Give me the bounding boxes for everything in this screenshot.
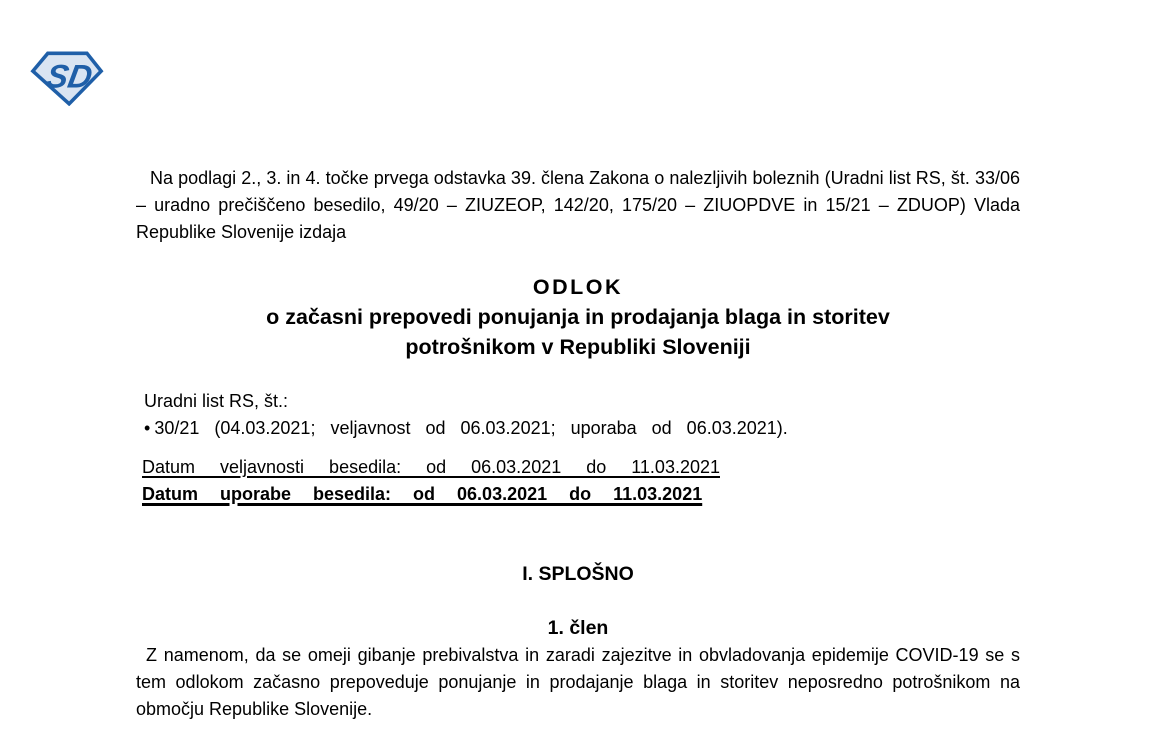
bullet-icon: •: [144, 418, 151, 438]
sd-logo-graphic: [30, 49, 104, 106]
intro-paragraph: Na podlagi 2., 3. in 4. točke prvega odstavka 39. člena Zakona o nalezljivih boleznih (Uradni list RS, št. 33/06 – uradno prečiščeno besedilo, 49/20 – ZIUZEOP, 142/20, 175/20 – ZIUOPDVE in 15/21 – ZDUOP) Vlada Republike Slovenije izdaja: [136, 168, 1020, 242]
title-line-odlok: ODLOK: [532, 275, 624, 299]
article-paragraph: Z namenom, da se omeji gibanje prebivalstva in zaradi zajezitve in obvladovanja epidemije COVID-19 se s tem odlokom začasno prepoveduje ponujanje in prodajanje blaga in storitev neposredno potrošnikom na območju Republike Slovenije.: [136, 645, 1020, 719]
sd-logo: [30, 49, 104, 106]
gazette-list-item: [144, 415, 1020, 442]
document-title: [136, 272, 1020, 362]
article-heading: 1. člen: [547, 617, 609, 639]
title-line-subject: o začasni prepovedi ponujanja in prodajanja blaga in storitev: [266, 305, 890, 329]
gazette-section: [144, 388, 1020, 442]
application-date-line: Datum uporabe besedila: od 06.03.2021 do 11.03.2021: [142, 484, 703, 504]
title-line-scope: potrošnikom v Republiki Sloveniji: [405, 335, 751, 359]
section-heading: I. SPLOŠNO: [522, 563, 634, 585]
gazette-item-text: 30/21 (04.03.2021; veljavnost od 06.03.2021; uporaba od 06.03.2021).: [154, 418, 788, 438]
logo-letters: SD: [43, 57, 96, 95]
gazette-label: Uradni list RS, št.:: [144, 391, 289, 411]
validity-date-line: Datum veljavnosti besedila: od 06.03.2021 do 11.03.2021: [142, 457, 720, 477]
document-body: [136, 165, 1020, 723]
